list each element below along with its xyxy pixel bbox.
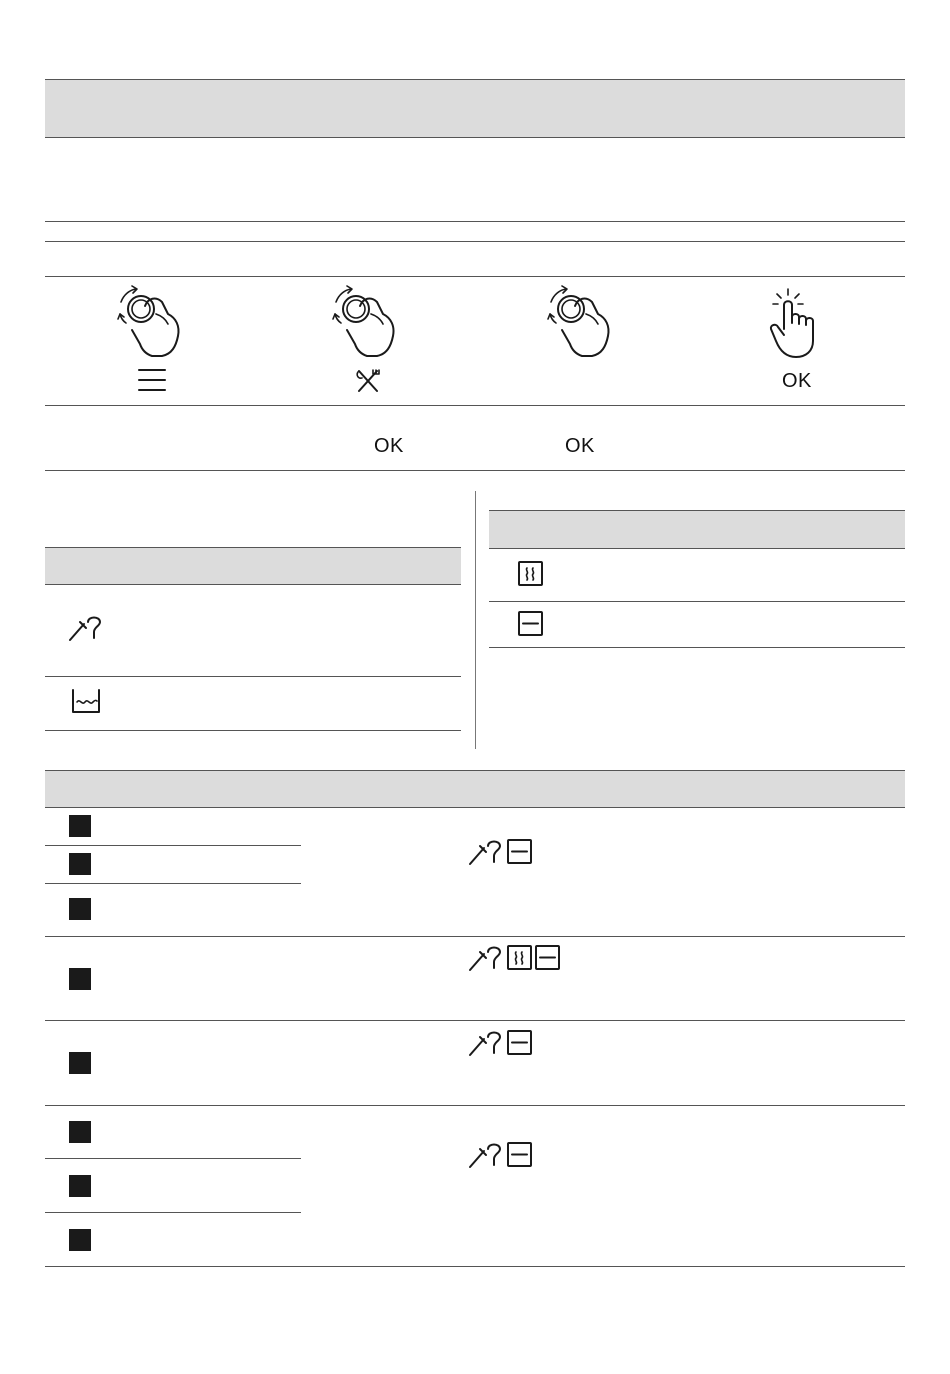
instruction-ok-2: OK — [565, 435, 595, 457]
right-table-header-rule — [489, 548, 905, 549]
program-table-header — [45, 771, 905, 807]
left-table-top-rule — [45, 547, 461, 548]
rule-1 — [45, 221, 905, 222]
sub-row-rule — [45, 845, 301, 846]
meat-probe-icon — [68, 614, 104, 642]
right-table-top-rule — [489, 510, 905, 511]
meat-probe-icon — [468, 1029, 504, 1057]
rule-2 — [45, 241, 905, 242]
meat-probe-icon — [468, 1141, 504, 1169]
bottom-heat-icon — [507, 839, 532, 864]
program-table-bottom-rule — [45, 1266, 905, 1267]
row-marker — [69, 853, 91, 875]
meat-probe-icon — [468, 944, 504, 972]
water-tray-icon — [71, 688, 101, 714]
bottom-heat-icon — [535, 945, 560, 970]
rule-4 — [45, 405, 905, 406]
row-marker — [69, 968, 91, 990]
rotate-knob-icon — [112, 284, 182, 359]
row-marker — [69, 1052, 91, 1074]
rotate-knob-icon — [327, 284, 397, 359]
bottom-heat-icon — [507, 1030, 532, 1055]
top-header-bottom-rule — [45, 137, 905, 138]
rotate-knob-icon — [542, 284, 612, 359]
rule-5 — [45, 470, 905, 471]
group-rule — [45, 1105, 905, 1106]
left-table-bottom-rule — [45, 730, 461, 731]
right-table-row-rule — [489, 601, 905, 602]
steam-heating-icon — [518, 561, 543, 586]
sub-row-rule — [45, 1158, 301, 1159]
group-rule — [45, 1020, 905, 1021]
sub-row-rule — [45, 883, 301, 884]
press-button-icon — [768, 289, 822, 359]
left-table-header-rule — [45, 584, 461, 585]
cutlery-icon — [356, 369, 380, 393]
group-rule — [45, 936, 905, 937]
program-table-header-rule — [45, 807, 905, 808]
row-marker — [69, 815, 91, 837]
right-table-header — [489, 511, 905, 548]
bottom-heat-icon — [518, 611, 543, 636]
instruction-ok-1: OK — [374, 435, 404, 457]
menu-icon — [138, 367, 166, 393]
row-marker — [69, 1229, 91, 1251]
row-marker — [69, 1175, 91, 1197]
right-table-bottom-rule — [489, 647, 905, 648]
top-header-band — [45, 80, 905, 137]
row-marker — [69, 898, 91, 920]
top-header-top-rule — [45, 79, 905, 80]
bottom-heat-icon — [507, 1142, 532, 1167]
steam-heating-icon — [507, 945, 532, 970]
program-table-top-rule — [45, 770, 905, 771]
column-divider — [475, 491, 476, 749]
rule-3 — [45, 276, 905, 277]
row-marker — [69, 1121, 91, 1143]
meat-probe-icon — [468, 838, 504, 866]
step-4-ok-label: OK — [782, 370, 812, 392]
sub-row-rule — [45, 1212, 301, 1213]
left-table-header — [45, 548, 461, 584]
left-table-row-rule — [45, 676, 461, 677]
